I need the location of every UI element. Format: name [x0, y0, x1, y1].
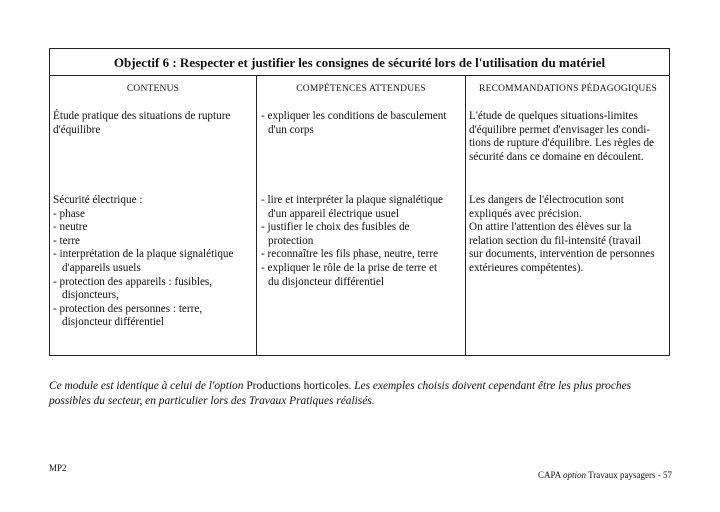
- text-line: - reconnaître les fils phase, neutre, terre: [261, 248, 439, 261]
- row2-recommandations: [469, 194, 669, 276]
- table-title: Objectif 6 : Respecter et justifier les consignes de sécurité lors de l'utilisation du matériel: [113, 55, 606, 70]
- text-line: - expliquer les conditions de basculement: [261, 110, 447, 122]
- text-line: - neutre: [53, 221, 88, 234]
- module-note: [49, 379, 679, 409]
- text-line: disjoncteurs,: [62, 289, 119, 302]
- objectives-table: [49, 48, 670, 356]
- text-line: relation section du fil-intensité (travail: [469, 234, 642, 247]
- text-line: - protection des appareils : fusibles,: [53, 275, 213, 288]
- text-line: L'étude de quelques situations-limites: [469, 110, 638, 122]
- text-line: disjoncteur différentiel: [62, 316, 164, 329]
- text-line: - lire et interpréter la plaque signalétique: [261, 194, 444, 206]
- text-line: protection: [268, 234, 314, 247]
- column-divider-1: [256, 75, 257, 355]
- title-divider: [50, 75, 669, 76]
- row1-recommandations: [469, 110, 669, 164]
- text-line: Les dangers de l'électrocution sont: [469, 194, 624, 206]
- text-line: - interprétation de la plaque signalétique: [53, 248, 234, 261]
- text-line: - protection des personnes : terre,: [53, 302, 203, 315]
- text-line: Sécurité électrique :: [53, 194, 143, 206]
- text-line: - expliquer le rôle de la prise de terre et: [261, 261, 438, 274]
- text-line: extérieures compétentes).: [469, 261, 584, 274]
- footer-page-info: [538, 470, 672, 480]
- row1-competences: [261, 110, 464, 137]
- note-text: Ce module est identique à celui de l'option: [49, 380, 244, 392]
- note-option-name: Productions horticoles.: [246, 380, 352, 392]
- note-text: Les exemples choisis doivent cependant être les plus proches: [354, 380, 632, 392]
- footer-page-number: Travaux paysagers - 57: [588, 470, 672, 480]
- text-line: Étude pratique des situations de rupture: [53, 110, 231, 122]
- footer-option-label: option: [562, 470, 586, 480]
- column-divider-2: [465, 75, 466, 355]
- header-competences: COMPÉTENCES ATTENDUES: [296, 84, 426, 94]
- text-line: - phase: [53, 207, 85, 220]
- header-contenus: CONTENUS: [126, 84, 180, 94]
- text-line: d'équilibre: [53, 123, 101, 136]
- text-line: - terre: [53, 234, 81, 247]
- footer-module-code: MP2: [49, 463, 67, 473]
- text-line: - justifier le choix des fusibles de: [261, 221, 410, 234]
- header-recommandations: RECOMMANDATIONS PÉDAGOGIQUES: [479, 84, 657, 94]
- text-line: du disjoncteur différentiel: [268, 275, 384, 288]
- text-line: d'équilibre permet d'envisager les condi-: [469, 123, 651, 136]
- text-line: d'un corps: [268, 123, 314, 136]
- footer-diploma: CAPA: [538, 470, 561, 480]
- row1-contenus: [53, 110, 253, 137]
- text-line: On attire l'attention des élèves sur la: [469, 221, 632, 234]
- text-line: sécurité dans ce domaine en découlent.: [469, 150, 644, 163]
- text-line: sur documents, intervention de personnes: [469, 248, 655, 261]
- row2-contenus: [53, 194, 253, 330]
- row2-competences: [261, 194, 464, 289]
- text-line: expliqués avec précision.: [469, 207, 582, 220]
- text-line: d'un appareil électrique usuel: [268, 207, 399, 220]
- text-line: tions de rupture d'équilibre. Les règles de: [469, 137, 654, 150]
- text-line: d'appareils usuels: [62, 261, 141, 274]
- note-text: possibles du secteur, en particulier lors des Travaux Pratiques réalisés.: [49, 395, 375, 407]
